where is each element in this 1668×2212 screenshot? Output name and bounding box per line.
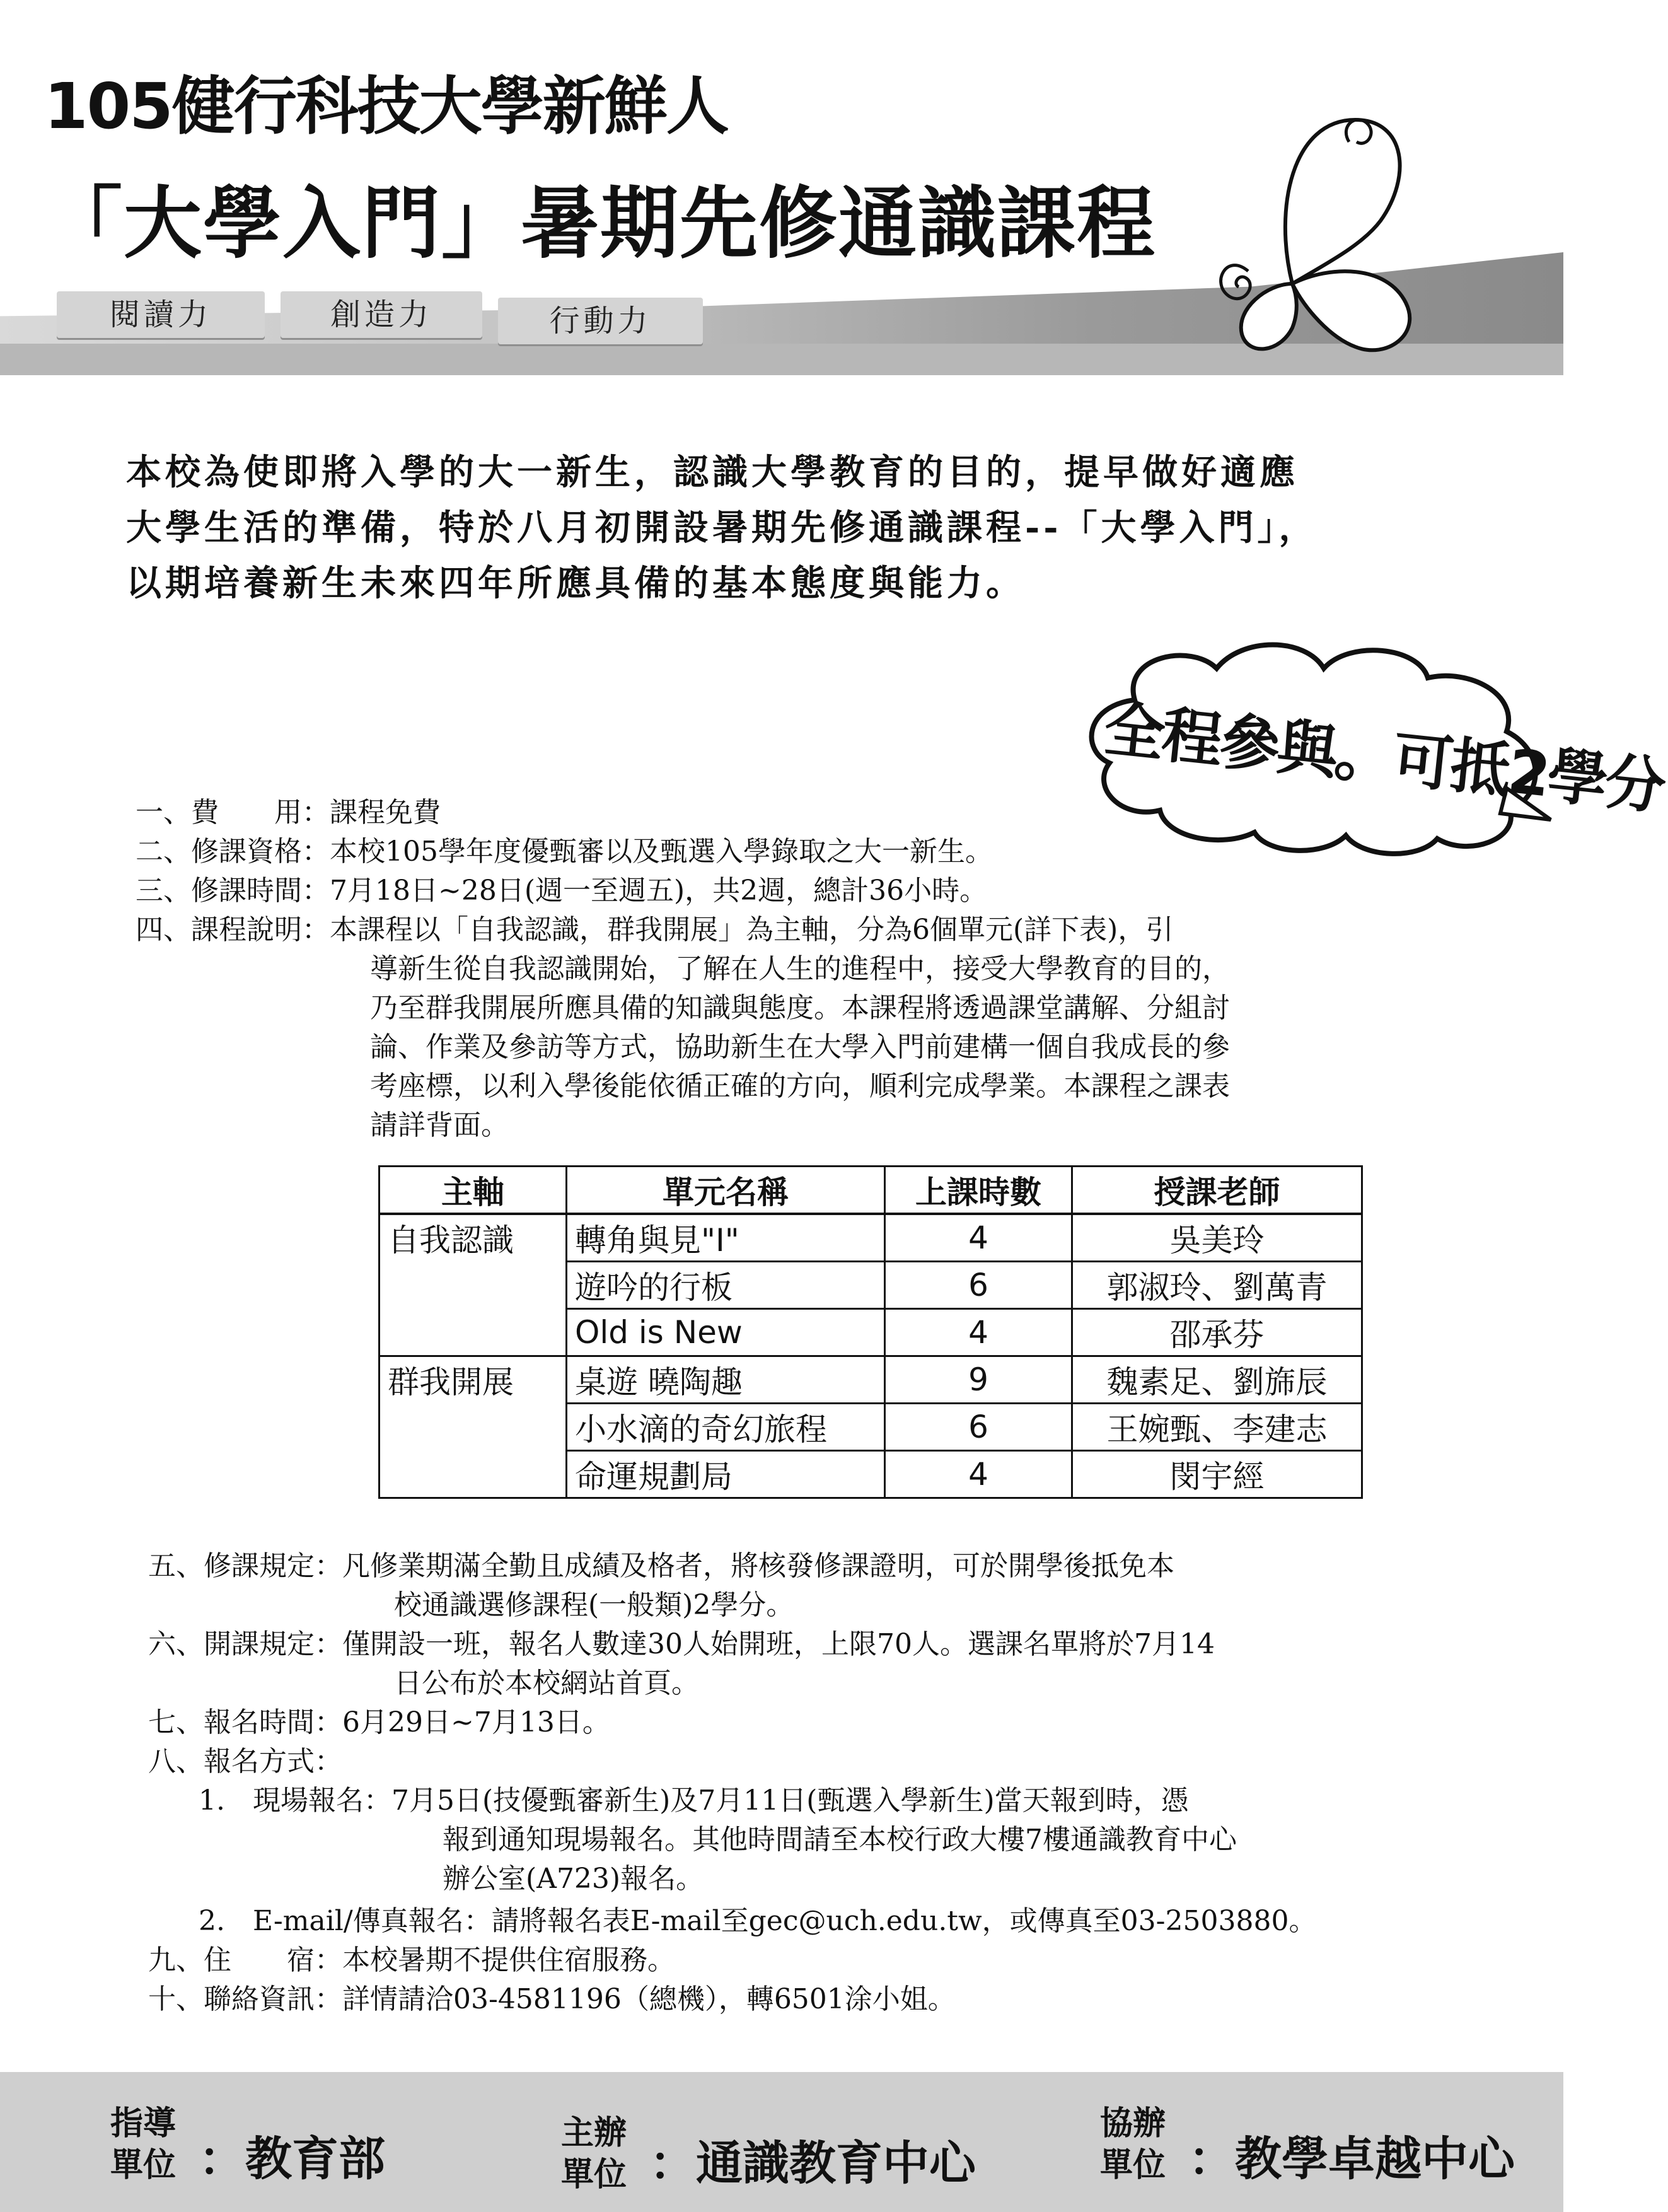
teacher-cell: 王婉甄、李建志 [1072, 1404, 1362, 1451]
signup-onsite-line: 報到通知現場報名。其他時間請至本校行政大樓7樓通識教育中心 [443, 1824, 1237, 1856]
info-fee: 一、費 用：課程免費 [136, 796, 441, 829]
intro-line: 大學生活的準備，特於八月初開設暑期先修通識課程--「大學入門」， [126, 507, 1318, 549]
teacher-cell: 吳美玲 [1072, 1214, 1362, 1262]
info-rules-line: 校通識選修課程(一般類)2學分。 [394, 1589, 794, 1621]
signup-onsite: 1. 現場報名：7月5日(技優甄審新生)及7月11日(甄選入學新生)當天報到時，憑 [199, 1784, 1189, 1817]
callout-text: 全程參與。可抵2學分 [1101, 693, 1667, 823]
unit-cell: 命運規劃局 [567, 1451, 885, 1498]
footer-coorganizer-value: ：教學卓越中心 [1188, 2132, 1515, 2186]
hours-cell: 6 [885, 1262, 1072, 1309]
info-description-line: 乃至群我開展所應具備的知識與態度。本課程將透過課堂講解、分組討 [370, 992, 1230, 1024]
info-rules: 五、修課規定：凡修業期滿全勤且成績及格者，將核發修課證明，可於開學後抵免本 [148, 1550, 1174, 1582]
col-axis: 主軸 [379, 1167, 567, 1214]
hours-cell: 9 [885, 1356, 1072, 1404]
hours-cell: 4 [885, 1309, 1072, 1356]
teacher-cell: 郭淑玲、劉萬青 [1072, 1262, 1362, 1309]
info-eligibility: 二、修課資格：本校105學年度優甄審以及甄選入學錄取之大一新生。 [136, 835, 993, 868]
teacher-cell: 閔宇經 [1072, 1451, 1362, 1498]
info-class-rules-line: 日公布於本校網站首頁。 [394, 1667, 699, 1699]
info-description: 四、課程說明：本課程以「自我認識，群我開展」為主軸，分為6個單元(詳下表)，引 [136, 914, 1174, 946]
title-line1: 105健行科技大學新鮮人 [44, 69, 728, 143]
info-class-rules: 六、開課規定：僅開設一班，報名人數達30人始開班，上限70人。選課名單將於7月14 [148, 1628, 1215, 1660]
unit-cell: 小水滴的奇幻旅程 [567, 1404, 885, 1451]
unit-cell: 轉角與見"I" [567, 1214, 885, 1262]
footer-organizer: 主辦 單位 [561, 2114, 627, 2194]
intro-line: 本校為使即將入學的大一新生，認識大學教育的目的，提早做好適應 [126, 451, 1299, 493]
info-signup-time: 七、報名時間：6月29日~7月13日。 [148, 1706, 610, 1738]
axis-cell: 自我認識 [379, 1214, 567, 1356]
intro-line: 以期培養新生未來四年所應具備的基本態度與能力。 [126, 562, 1025, 604]
intro-paragraph [126, 445, 1500, 611]
footer-guidance-value: ：教育部 [199, 2132, 385, 2186]
info-contact: 十、聯絡資訊：詳情請洽03-4581196（總機），轉6501涂小姐。 [148, 1983, 956, 2015]
info-description-line: 論、作業及參訪等方式，協助新生在大學入門前建構一個自我成長的參 [370, 1031, 1230, 1063]
info-schedule: 三、修課時間：7月18日~28日(週一至週五)，共2週，總計36小時。 [136, 875, 988, 907]
unit-cell: 桌遊 曉陶趣 [567, 1356, 885, 1404]
info-description-line: 考座標，以利入學後能依循正確的方向，順利完成學業。本課程之課表 [370, 1070, 1230, 1102]
info-signup-method: 八、報名方式： [148, 1745, 342, 1778]
col-hours: 上課時數 [885, 1167, 1072, 1214]
table-header-row [379, 1167, 1362, 1214]
hours-cell: 4 [885, 1451, 1072, 1498]
teacher-cell: 魏素足、劉旆辰 [1072, 1356, 1362, 1404]
tag-creativity: 創造力 [281, 291, 482, 338]
course-table [378, 1165, 1363, 1499]
butterfly-icon [1198, 95, 1437, 372]
axis-cell: 群我開展 [379, 1356, 567, 1498]
tag-action: 行動力 [498, 298, 703, 344]
footer-guidance: 指導 單位 [110, 2105, 177, 2184]
col-unit: 單元名稱 [567, 1167, 885, 1214]
col-teacher: 授課老師 [1072, 1167, 1362, 1214]
teacher-cell: 邵承芬 [1072, 1309, 1362, 1356]
info-description-line: 請詳背面。 [370, 1109, 509, 1141]
tag-reading: 閱讀力 [57, 291, 265, 338]
table-row [379, 1356, 1362, 1404]
info-lodging: 九、住 宿：本校暑期不提供住宿服務。 [148, 1944, 675, 1976]
page-title: 「大學入門」暑期先修通識課程 [44, 178, 1157, 269]
table-row [379, 1214, 1362, 1262]
unit-cell: 遊吟的行板 [567, 1262, 885, 1309]
footer-coorganizer: 協辦 單位 [1100, 2105, 1166, 2184]
hours-cell: 4 [885, 1214, 1072, 1262]
signup-email: 2. E-mail/傳真報名：請將報名表E-mail至gec@uch.edu.tw，或傳真至03-2503880。 [199, 1905, 1317, 1937]
unit-cell: Old is New [567, 1309, 885, 1356]
footer-organizer-value: ：通識教育中心 [649, 2136, 976, 2191]
hours-cell: 6 [885, 1404, 1072, 1451]
info-description-line: 導新生從自我認識開始，了解在人生的進程中，接受大學教育的目的， [370, 953, 1230, 985]
signup-onsite-line: 辦公室(A723)報名。 [443, 1863, 704, 1895]
